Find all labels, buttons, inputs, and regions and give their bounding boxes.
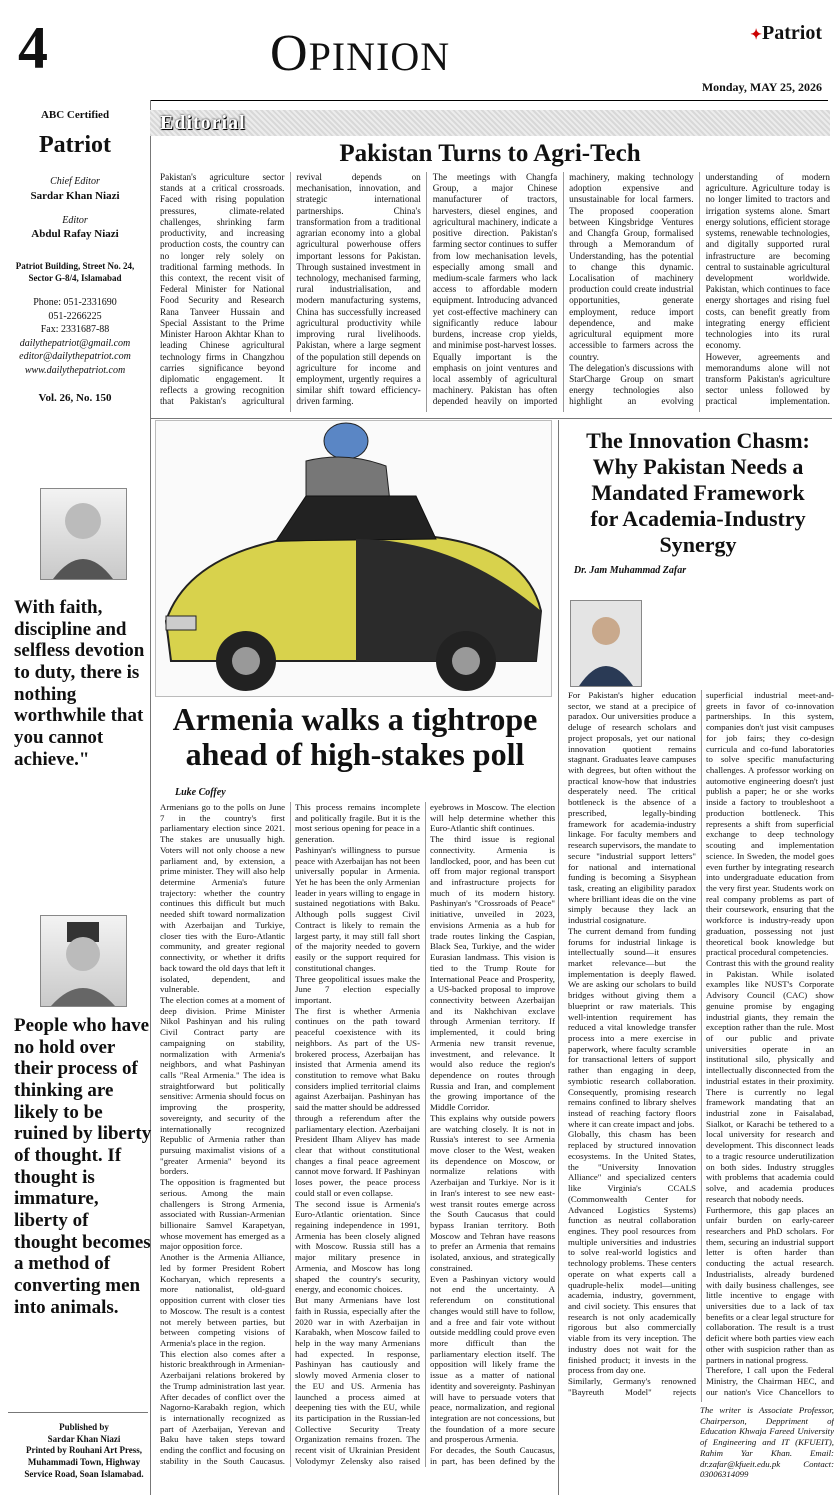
phone2: 051-2266225 [48, 310, 102, 322]
editorial-paragraph: The meetings with Changfa Group, a major Chinese manufacturer of tractors, harvesters, diesel engines, and agricultural machinery, indicate a positive direction. Pakistan's farming sector continues to suffer from low mechanisation levels, especially among small and medium-scale farmers who lack access to affordable modern equipment. Introducing advanced yet cost-effective machinery can significantly reduce labour burdens, increase crop yields, and minimise post-harvest losses. [432, 172, 558, 351]
innovation-headline-line: Mandated Framework [591, 479, 805, 505]
innovation-paragraph: Furthermore, this gap places an unfair burden on early-career researchers and PhD scholars. For them, securing an industrial support letter is often harder than conducting the actual research. Industrialists, already burdened with daily business challenges, see little incentive to engage with universities due to a lack of tax benefits or a clear legal structure for collaboration. The result is a trust deficit where both parties view each other with suspicion rather than as partners in national progress. [706, 1204, 834, 1365]
innovation-headline-line: Why Pakistan Needs a [592, 453, 804, 479]
editor-label: Editor [62, 214, 88, 226]
innovation-headline [562, 428, 834, 558]
portrait-jinnah [40, 488, 127, 580]
armenia-paragraph: The second issue is Armenia's Euro-Atlantic orientation. Since regaining independence in 1991, Armenia has been closely aligned with Moscow. Russia still has a major military presence in Armenia, and Moscow has long shaped the country's security, energy, and economic choices. [295, 1198, 420, 1295]
email2[interactable]: editor@dailythepatriot.com [19, 351, 131, 363]
abc-certified: ABC Certified [40, 109, 110, 121]
armenia-body [160, 802, 555, 1467]
armenia-headline [150, 702, 560, 772]
section-title-rest: PINION [308, 34, 451, 79]
armenia-paragraph: Pashinyan's willingness to pursue peace with Azerbaijan has not been universally popular in Armenia. Yet he has been the only Armenian leader in years willing to engage in sustained negotiations with Baku. Although polls suggest Civil Contract is likely to remain the largest party, it may still fall short of the majority needed to govern easily or the support required for constitutional changes. [295, 844, 420, 973]
innovation-author-note: The writer is Associate Professor, Chairperson, Deppriment of Education Khwaja Fareed University of Engineering and IT (KFUEIT), Rahim Yar Khan. Email: dr.zafar@kfueit.edu.pk Contact: 03006314099 [700, 1405, 834, 1480]
publisher-info [14, 1422, 154, 1480]
innovation-headline-line: for Academia-Industry [590, 505, 806, 531]
armenia-paragraph: The third issue is regional connectivity. Armenia is landlocked, poor, and has been cut off from major regional transport and infrastructure projects for much of its modern history. Pashinyan's "Crossroads of Peace" initiative, unveiled in 2023, envisions Armenia as a hub for trade routes linking the Caspian, Black Sea, Turkiye, and the wider Eurasian landmass. This vision is tied to the Trump Route for International Peace and Prosperity, a US-backed proposal to improve connectivity between Azerbaijan and its Nakhchivan exclave through Armenian territory. If implemented, it could bring Armenia new transit revenue, investment, and relevance. It would also reduce the region's dependence on routes through Russia and Iran, and complement the growing importance of the Middle Corridor. [430, 834, 555, 1113]
armenia-paragraph: This explains why outside powers are watching closely. It is not in Russia's interest to see Armenia move closer to the West, weaken its dependence on Moscow, or normalize relations with Azerbaijan and Turkiye. Nor is it in Iran's interest to see new east-west transit routes emerge across the South Caucasus that could bypass Iranian territory. Both Moscow and Tehran have reasons to prefer an Armenia that remains isolated, anxious, and strategically constrained. [430, 1112, 555, 1273]
innovation-paragraph: For Pakistan's higher education sector, we stand at a precipice of paradox. Our universities produce a deluge of research scholars and project proposals, yet our national innovation quotient remains stagnant. Graduates leave campuses with degrees, but often without the practical know-how that industries desperately need. The critical bottleneck is the absence of a prescribed, legally-binding framework for academia-industry linkage. For faculty members and research supervisors, the mandate to secure "industrial support letters" for national and international funding is becoming a Sisyphean task, creating an eligibility paradox where brilliant ideas die on the vine simply because they lack an industrial cosignature. [568, 690, 696, 926]
chief-editor-label: Chief Editor [50, 176, 100, 188]
fax: Fax: 2331687-88 [40, 324, 110, 336]
armenia-paragraph: Even a Pashinyan victory would not end the uncertainty. A referendum on constitutional changes would still have to follow, and a free and fair vote without outside meddling could prove even more difficult than the parliamentary election itself. The opposition will likely frame the issue as a matter of national identity and sovereignty. Pashinyan will have to persuade voters that peace, normalization, and regional integration are not concessions, but the foundation of a more secure and prosperous Armenia. [430, 1273, 555, 1445]
cartoon-car [155, 420, 552, 697]
website[interactable]: www.dailythepatriot.com [24, 364, 126, 376]
armenia-paragraph: This election also comes after a historic breakthrough in Armenian-Azerbaijani relations brokered by the Trump administration last year. After decades of conflict over the Nagorno-Karabakh region, which is internationally recognized as part of Azerbaijan, Yerevan and Baku have taken steps toward ending the conflict and focusing on stability in the South Caucasus. This process remains incomplete and politically fragile. But it is the most serious opening for peace in a generation. [160, 802, 420, 1466]
innovation-headline-line: The Innovation Chasm: [586, 428, 810, 453]
editorial-paragraph: However, agreements and memorandums alone will not transform Pakistan's agriculture sector unless followed by practical implementation. [705, 351, 830, 407]
volume: Vol. 26, No. 150 [38, 392, 112, 405]
armenia-paragraph: For decades, the South Caucasus, in part, has been defined by the [430, 1445, 555, 1466]
armenia-paragraph: The opposition is fragmented but serious. Among the main challengers is Strong Armenia, associated with Russian-Armenian billionaire Samvel Karapetyan, whose movement has emerged as a major opposition force. [160, 1177, 285, 1252]
innovation-paragraph: The current demand from funding forums for industrial linkage is intellectually sound—it ensures market relevance—but the implementation is deeply flawed. We are asking our scholars to build bridges without giving them a blueprint or raw materials. This well-intention requirement has reduced a vital knowledge transfer process into a mere exercise in paperwork, where faculty scramble for transactional letters of support rather than engaging in deep, symbiotic research collaboration. Consequently, promising research remains confined to library shelves instead of reaching factory floors where it can create impact and jobs. [568, 925, 696, 1129]
section-title-initial: O [270, 25, 309, 82]
innovation-headline-line: Synergy [659, 531, 737, 557]
publisher-line4: Muhammadi Town, Highway [27, 1457, 141, 1468]
author-photo [570, 600, 642, 687]
email1[interactable]: dailythepatriot@gmail.com [19, 337, 131, 349]
publisher-divider [8, 1412, 148, 1413]
armenia-byline: Luke Coffey [175, 787, 226, 798]
header-rule [150, 100, 828, 101]
quote-jinnah: With faith, discipline and selfless devotion to duty, there is nothing worthwhile that you cannot achieve." [14, 597, 145, 770]
editorial-paragraph: The delegation's discussions with StarCharge Group on smart energy technologies also highlight an evolving understanding of modern agriculture. Agriculture today is no longer limited to tractors and irrigation systems alone. Smart energy solutions, efficient storage systems, renewable technologies, and digitally supported rural infrastructure are becoming central to sustainable agricultural development worldwide. Pakistan, which continues to face energy shortages and rising fuel costs, can benefit greatly from integrating energy efficient technologies into its rural economy. [569, 172, 830, 407]
armenia-headline-line1: Armenia walks a tightrope [172, 701, 538, 737]
publisher-line2: Sardar Khan Niazi [47, 1433, 121, 1444]
address-line2: Sector G-8/4, Islamabad [28, 273, 122, 284]
innovation-paragraph: Contrast this with the ground reality in Pakistan. While isolated examples like NUST's Corporate Advisory Council (CAC) show genuine promise by engaging industrial giants, they remain the exception rather than the rule. Most of our public and private universities operate in an institutional silo, physically and intellectually disconnected from the industrial estates in their proximity. There is currently no legal framework mandating that an industrial zone in Faisalabad, Sialkot, or Karachi be tethered to a local university for research and development. This disconnect leads to a tragic resource underutilization on both sides. Industry struggles with problems that academia could solve, and academia produces research that nobody needs. [706, 957, 834, 1204]
issue-date-text: MAY 25, 2026 [749, 80, 822, 94]
quote-iqbal: People who have no hold over their process of thinking are likely to be ruined by liberty of thought. If thought is immature, liberty of thought becomes a method of converting men into animals. [14, 1015, 152, 1318]
publisher-line1: Published by [59, 1422, 109, 1432]
innovation-paragraph: Therefore, I call upon the Federal Ministry, the Chairman HEC, and our nation's Vice Chancellors to [706, 1365, 834, 1397]
editor: Abdul Rafay Niazi [31, 228, 119, 241]
innovation-divider [558, 420, 559, 1495]
innovation-paragraph: Similarly, Germany's renowned "Bayreuth Model" rejects superficial industrial meet-and-greets in favor of co-innovation partnerships. In this system, companies don't just visit campuses for job fairs; they co-design curricula and co-fund laboratories to solve specific manufacturing challenges. A professor working on automotive engineering doesn't just publish a paper; he or she works inside a factory to troubleshoot a production bottleneck. This represents a shift from superficial exchange to deep technology scouting and implementation science. In Sweden, the model goes even further by integrating research into undergraduate education from the very first year. Students work on real company problems as part of their coursework, ensuring that the workforce is industry-ready upon graduation, possessing not just theoretical book knowledge but practical procedural competencies. [568, 690, 834, 1397]
issue-date [702, 80, 822, 95]
editorial-title: Pakistan Turns to Agri-Tech [339, 140, 641, 167]
publisher-line3: Printed by Rouhani Art Press, [25, 1445, 143, 1456]
phone1: Phone: 051-2331690 [33, 297, 117, 309]
section-title [270, 24, 450, 83]
masthead [0, 100, 150, 406]
armenia-paragraph: The election comes at a moment of deep division. Prime Minister Nikol Pashinyan and his ruling Civil Contract party are campaigning on stability, normalization with Armenia's neighbors, and what Pashinyan calls "Real Armenia." The idea is straightforward but politically sensitive: Armenia should focus on improving the prosperity, sovereignty, and security of the internationally recognized Republic of Armenia rather than pursuing maximalist visions of a "greater Armenia" beyond its borders. [160, 994, 285, 1177]
armenia-paragraph: Armenians go to the polls on June 7 in the country's first parliamentary election since 2021. The stakes are unusually high. Voters will not only choose a new parliament and, by extension, a prime minister. They will also help determine Armenia's future trajectory: whether the country continues this difficult but much needed shift toward normalization with Azerbaijan and Turkiye, closer ties with the Euro-Atlantic community, and greater regional connectivity, or whether it drifts back toward the old days that left it isolated, dependent, and vulnerable. [160, 802, 285, 995]
armenia-paragraph: But many Armenians have lost faith in Russia, especially after the 2020 war in with Azerbaijan in Karabakh, when Moscow failed to help in the way many Armenians had expected. In response, Pashinyan has cautiously and slowly moved Armenia closer to the EU and US. Armenia has launched a process aimed at deepening ties with the EU, while its participation in the Russian-led Collective Security Treaty Organization remains frozen. The recent visit of Ukrainian President Volodymyr Zelensky also raised eyebrows in Moscow. The election will help determine whether this Euro-Atlantic shift continues. [295, 802, 555, 1466]
armenia-paragraph: The first is whether Armenia continues on the path toward peaceful coexistence with its neighbors. As part of the US-brokered process, Azerbaijan has insisted that Armenia amend its constitution to remove what Baku considers implied territorial claims against Azerbaijan. Pashinyan has said the matter should be addressed through a referendum after the parliamentary election. Azerbaijani President Ilham Aliyev has made clear that without constitutional changes a final peace agreement cannot move forward. If Pashinyan loses power, the peace process could stall or even collapse. [295, 1005, 420, 1198]
editorial-paragraph: Pakistan's agriculture sector stands at a critical crossroads. Faced with rising population pressures, climate-related challenges, shrinking farm productivity, and increasing production costs, the country can no longer rely solely on traditional farming methods. In this context, the recent visit of Federal Minister for National Food Security and Research Rana Tanveer Hussain and Special Assistant to the Prime Minister Haroon Akhtar Khan to leading Chinese agricultural technology firms in Changzhou carries significance beyond diplomatic engagement. It reflects a growing recognition that Pakistan's agricultural revival depends on mechanisation, innovation, and strategic international partnerships. China's transformation from a traditional agrarian economy into a global agricultural powerhouse offers important lessons for Pakistan. Through sustained investment in technology, mechanised farming, rural industrialisation, and modern manufacturing systems, China has successfully increased agricultural productivity while improving rural livelihoods. Pakistan, where a large segment of the population still depends on agriculture for income and employment, urgently requires a similar shift toward efficiency-driven farming. [160, 172, 421, 407]
address-line1: Patriot Building, Street No. 24, [15, 260, 135, 271]
editorial-label: Editorial [160, 112, 246, 134]
innovation-byline: Dr. Jam Muhammad Zafar [573, 565, 687, 576]
armenia-paragraph: Another is the Armenia Alliance, led by former President Robert Kocharyan, which represents a more nationalist, old-guard opposition current with closer ties to Moscow. The result is a contest not merely between parties, but between competing visions of Armenia's place in the region. [160, 1252, 285, 1348]
editorial-divider [150, 418, 832, 419]
publisher-line5: Service Road, Soan Islamabad. [24, 1468, 144, 1479]
header-brand: ✦Patriot [750, 22, 822, 44]
chief-editor: Sardar Khan Niazi [30, 189, 120, 202]
editorial-body [160, 172, 830, 412]
portrait-iqbal [40, 915, 127, 1007]
page-number: 4 [18, 15, 48, 81]
issue-day: Monday, [701, 80, 747, 94]
armenia-headline-line2: ahead of high-stakes poll [185, 736, 525, 773]
editorial-paragraph: Equally important is the emphasis on joint ventures and local assembly of agricultural machinery. Pakistan has often depended heavily on imported machinery, making technology adoption expensive and unsustainable for local farmers. The proposed cooperation between Kingsbridge Ventures and Changfa Group, formalised through a Memorandum of Understanding, has the potential to change this dynamic. Localisation of machinery production could create industrial opportunities, generate employment, reduce import dependence, and make agricultural equipment more accessible to farmers across the country. [432, 172, 694, 407]
innovation-paragraph: Globally, this chasm has been replaced by structured innovation ecosystems. In the United States, the "University Innovation Alliance" and specialized centers like Virginia's CCALS (Commonwealth Center for Advanced Logistics Systems) function as neutral collaboration engines. They pool resources from multiple universities and industries to solve real-world logistics and technology problems. These centers operate on what experts call a quadruple-helix model—uniting academia, industry, government, and civil society. This ensures that research is not only academically rigorous but also commercially viable from its very inception. The industry does not wait for the finished product; it invests in the process from day one. [568, 1129, 696, 1376]
innovation-body [568, 690, 834, 1402]
editorial-banner [150, 110, 830, 136]
masthead-brand: Patriot [39, 131, 111, 158]
header-brand-text: Patriot [762, 22, 822, 44]
armenia-paragraph: Three geopolitical issues make the June 7 election especially important. [295, 973, 420, 1005]
